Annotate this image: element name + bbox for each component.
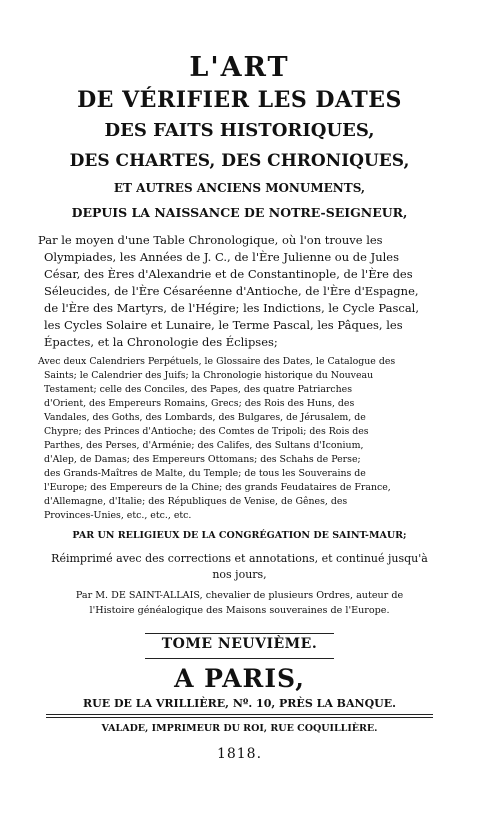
title-line-4: DES CHARTES, DES CHRONIQUES, bbox=[69, 151, 410, 171]
description-2-line-3: Testament; celle des Conciles, des Papes, des quatre Patriarches bbox=[44, 384, 353, 395]
author-line: PAR UN RELIGIEUX DE LA CONGRÉGATION DE SAINT-MAUR; bbox=[72, 530, 407, 541]
description-2-line-4: d'Orient, des Empereurs Romains, Grecs; des Rois des Huns, des bbox=[44, 398, 355, 409]
description-1-line-7: Épactes, et la Chronologie des Éclipses; bbox=[44, 335, 278, 349]
place-label: A PARIS, bbox=[174, 664, 305, 693]
description-1-line-3: César, des Ères d'Alexandrie et de Constantinople, de l'Ère des bbox=[44, 267, 413, 281]
editor-line-2: l'Histoire généalogique des Maisons souveraines de l'Europe. bbox=[89, 605, 390, 616]
year-label: 1818. bbox=[216, 746, 263, 762]
description-2-line-2: Saints; le Calendrier des Juifs; la Chronologie historique du Nouveau bbox=[44, 370, 374, 381]
printer-line: VALADE, IMPRIMEUR DU ROI, RUE COQUILLIÈRE. bbox=[101, 723, 378, 734]
description-1-line-2: Olympiades, les Années de J. C., de l'Ère Julienne ou de Jules bbox=[44, 250, 399, 264]
description-2-line-1: Avec deux Calendriers Perpétuels, le Glossaire des Dates, le Catalogue des bbox=[38, 356, 396, 367]
title-line-5: ET AUTRES ANCIENS MONUMENTS, bbox=[113, 181, 366, 195]
volume-rule-bottom bbox=[145, 658, 334, 659]
description-1-line-4: Séleucides, de l'Ère Césaréenne d'Antioche, de l'Ère d'Espagne, bbox=[44, 284, 419, 298]
description-1-line-5: de l'Ère des Martyrs, de l'Hégire; les Indictions, le Cycle Pascal, bbox=[44, 301, 420, 315]
description-2-line-8: d'Alep, de Damas; des Empereurs Ottomans; des Schahs de Perse; bbox=[44, 454, 361, 465]
address-line: RUE DE LA VRILLIÈRE, Nº. 10, PRÈS LA BANQUE. bbox=[83, 697, 396, 710]
description-1-line-6: les Cycles Solaire et Lunaire, le Terme Pascal, les Pâques, les bbox=[44, 318, 403, 332]
title-line-6: DEPUIS LA NAISSANCE DE NOTRE-SEIGNEUR, bbox=[71, 205, 408, 220]
separator-rule-2 bbox=[46, 717, 433, 718]
editor-line-1: Par M. DE SAINT-ALLAIS, chevalier de plusieurs Ordres, auteur de bbox=[75, 590, 404, 601]
separator-rule-1 bbox=[46, 714, 433, 715]
title-line-1: L'ART bbox=[189, 52, 290, 83]
reprint-line-2: nos jours, bbox=[212, 568, 267, 581]
description-2-line-7: Parthes, des Perses, d'Arménie; des Califes, des Sultans d'Iconium, bbox=[44, 440, 364, 451]
description-2-line-5: Vandales, des Goths, des Lombards, des Bulgares, de Jérusalem, de bbox=[44, 412, 366, 423]
description-2-line-11: d'Allemagne, d'Italie; des Républiques de Venise, de Gênes, des bbox=[44, 496, 348, 507]
description-2-line-10: l'Europe; des Empereurs de la Chine; des grands Feudataires de France, bbox=[44, 482, 391, 493]
description-2-line-9: des Grands-Maîtres de Malte, du Temple; de tous les Souverains de bbox=[44, 468, 366, 479]
title-line-2: DE VÉRIFIER LES DATES bbox=[77, 87, 402, 113]
volume-rule-top bbox=[145, 633, 334, 634]
reprint-line-1: Réimprimé avec des corrections et annotations, et continué jusqu'à bbox=[51, 552, 428, 565]
description-2-line-12: Provinces-Unies, etc., etc., etc. bbox=[44, 510, 192, 521]
description-1-line-1: Par le moyen d'une Table Chronologique, où l'on trouve les bbox=[38, 233, 383, 247]
volume-label: TOME NEUVIÈME. bbox=[161, 636, 318, 652]
description-2-line-6: Chypre; des Princes d'Antioche; des Comtes de Tripoli; des Rois des bbox=[44, 426, 369, 437]
title-line-3: DES FAITS HISTORIQUES, bbox=[104, 120, 375, 141]
